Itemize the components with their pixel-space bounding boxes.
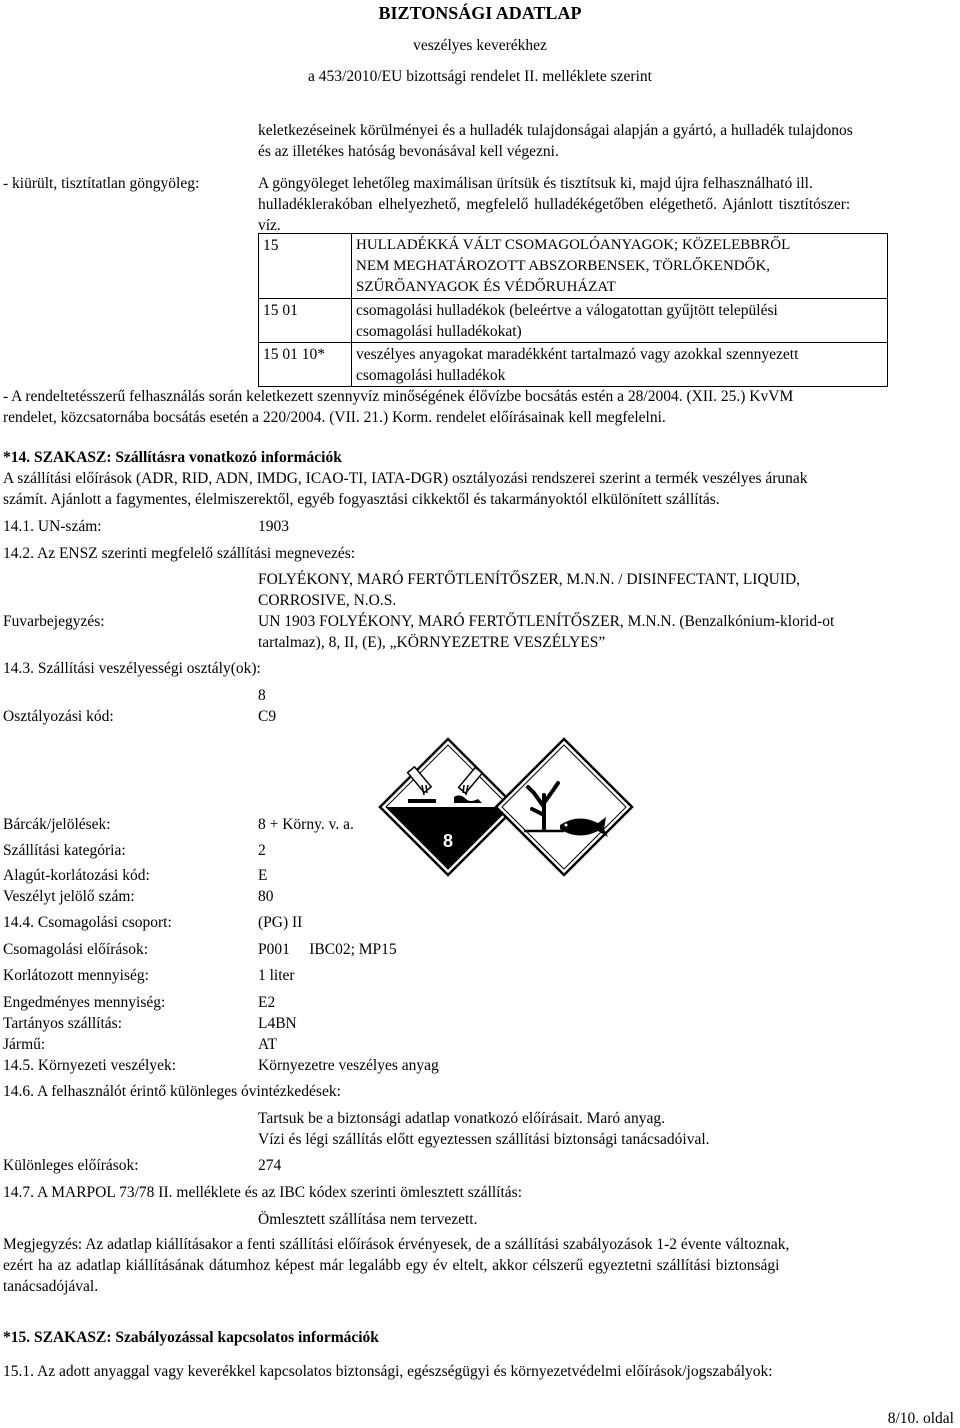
waste-code-row — [259, 343, 888, 387]
marpol-value: Ömlesztett szállítása nem tervezett. — [258, 1211, 478, 1228]
document-subtitle: veszélyes keverékhez — [413, 37, 547, 54]
desc-line: NEM MEGHATÁROZOTT ABSZORBENSEK, TÖRLŐKENDŐK, — [356, 258, 771, 274]
transport-category-value: 2 — [258, 842, 266, 859]
limited-quantity-value: 1 liter — [258, 967, 295, 984]
packaging-line2: hulladéklerakóban elhelyezhető, megfelelő hulladékégetőben elégethető. Ajánlott tisztítószer: — [258, 196, 851, 213]
s15-subsection-1: 15.1. Az adott anyaggal vagy keverékkel kapcsolatos biztonsági, egészségügyi és környezetvédelmi előírások/jogszabályok: — [3, 1363, 773, 1380]
excepted-quantity-label: Engedményes mennyiség: — [3, 994, 166, 1011]
wastewater-line2: rendelet, közcsatornába bocsátás esetén a 220/2004. (VII. 21.) Korm. rendelet előírásainak kell megfelelni. — [3, 409, 666, 426]
desc-line: csomagolási hulladékok (beleértve a válogatottan gyűjtött települési — [356, 302, 778, 319]
hazard-id-value: 80 — [258, 888, 274, 905]
environment-hazard-pictogram — [494, 737, 634, 877]
environmental-hazards-label: 14.5. Környezeti veszélyek: — [3, 1057, 177, 1074]
labels-label: Bárcák/jelölések: — [3, 816, 111, 833]
precautions-line1: Tartsuk be a biztonsági adatlap vonatkozó előírásait. Maró anyag. — [258, 1110, 665, 1127]
tank-transport-label: Tartányos szállítás: — [3, 1015, 123, 1032]
excepted-quantity-value: E2 — [258, 994, 276, 1011]
special-provisions-label: Különleges előírások: — [3, 1157, 139, 1174]
vehicle-label: Jármű: — [3, 1036, 46, 1053]
waste-code: 15 — [259, 234, 352, 299]
waste-code: 15 01 — [259, 299, 352, 343]
un-number-value: 1903 — [258, 518, 289, 535]
desc-line: veszélyes anyagokat maradékként tartalmazó vagy azokkal szennyezett — [356, 346, 799, 363]
packing-instructions-label: Csomagolási előírások: — [3, 941, 149, 958]
vehicle-value: AT — [258, 1036, 277, 1053]
desc-line: SZŰRŐANYAGOK ÉS VÉDŐRUHÁZAT — [356, 279, 616, 295]
waste-code-description — [352, 299, 888, 343]
classification-code-label: Osztályozási kód: — [3, 708, 114, 725]
waste-code-table — [258, 233, 888, 387]
packaging-line3: víz. — [258, 217, 281, 234]
section-14-heading: *14. SZAKASZ: Szállításra vonatkozó információk — [3, 449, 342, 466]
desc-line: csomagolási hulladékok — [356, 367, 506, 384]
shipping-name-label: 14.2. Az ENSZ szerinti megfelelő szállítási megnevezés: — [3, 545, 356, 562]
waste-cont-line1: keletkezéseinek körülményei és a hulladék tulajdonságai alapján a gyártó, a hulladék tulajdonos — [258, 122, 853, 139]
environmental-hazards-value: Környezetre veszélyes anyag — [258, 1057, 439, 1074]
wastewater-line1: - A rendeltetésszerű felhasználás során keletkezett szennyvíz minőségének élővízbe bocsátás estén a 28/2004. (XII. 25.) KvVM — [3, 388, 794, 405]
packing-group-label: 14.4. Csomagolási csoport: — [3, 914, 172, 931]
tunnel-code-label: Alagút-korlátozási kód: — [3, 867, 150, 884]
packaging-line1: A göngyöleget lehetőleg maximálisan ürítsük és tisztítsuk ki, majd újra felhasználható ill. — [258, 175, 813, 192]
waybill-line2: tartalmaz), 8, II, (E), „KÖRNYEZETRE VESZÉLYES” — [258, 634, 606, 651]
shipping-name-line1: FOLYÉKONY, MARÓ FERTŐTLENÍTŐSZER, M.N.N. / DISINFECTANT, LIQUID, — [258, 571, 801, 588]
document-title: BIZTONSÁGI ADATLAP — [378, 3, 582, 23]
s14-intro-line1: A szállítási előírások (ADR, RID, ADN, IMDG, ICAO-TI, IATA-DGR) osztályozási rendszerei szerint a termék veszélyes árunak — [3, 470, 808, 487]
hazard-id-label: Veszélyt jelölő szám: — [3, 888, 135, 905]
transport-category-label: Szállítási kategória: — [3, 842, 126, 859]
note-line3: tanácsadójával. — [3, 1278, 99, 1295]
note-line2: ezért ha az adatlap kiállításának dátumhoz képest már legalább egy év eltelt, akkor célszerű egyeztetni szállítási biztonsági — [3, 1257, 780, 1274]
document-regulation: a 453/2010/EU bizottsági rendelet II. melléklete szerint — [308, 68, 652, 85]
marpol-label: 14.7. A MARPOL 73/78 II. melléklete és az IBC kódex szerinti ömlesztett szállítás: — [3, 1184, 523, 1201]
waste-code-description — [352, 343, 888, 387]
waste-cont-line2: és az illetékes hatóság bevonásával kell végezni. — [258, 143, 559, 160]
packaging-label: - kiürült, tisztítatlan göngyöleg: — [3, 175, 200, 192]
tunnel-code-value: E — [258, 867, 268, 884]
page-number: 8/10. oldal — [887, 1410, 954, 1427]
tank-transport-value: L4BN — [258, 1015, 297, 1032]
special-provisions-value: 274 — [258, 1157, 282, 1174]
packing-group-value: (PG) II — [258, 914, 303, 931]
packing-instructions-value: P001 IBC02; MP15 — [258, 941, 397, 958]
classification-code-value: C9 — [258, 708, 277, 725]
hazard-class-value: 8 — [258, 687, 266, 704]
waste-code: 15 01 10* — [259, 343, 352, 387]
un-number-label: 14.1. UN-szám: — [3, 518, 102, 535]
waste-code-row — [259, 299, 888, 343]
note-line1: Megjegyzés: Az adatlap kiállításakor a fenti szállítási előírások érvényesek, de a szállítási szabályozások 1-2 évente változnak, — [3, 1236, 790, 1253]
s14-intro-line2: számít. Ajánlott a fagymentes, élelmiszerektől, egyéb fogyasztási cikkektől és takarmányoktól elkülönített szállítás. — [3, 491, 720, 508]
waste-code-description — [352, 234, 888, 299]
precautions-line2: Vízi és légi szállítás előtt egyeztessen szállítási biztonsági tanácsadóival. — [258, 1131, 710, 1148]
pictogram-class-number: 8 — [442, 831, 454, 851]
labels-value: 8 + Körny. v. a. — [258, 816, 354, 833]
shipping-name-line2: CORROSIVE, N.O.S. — [258, 592, 397, 609]
waybill-line1: UN 1903 FOLYÉKONY, MARÓ FERTŐTLENÍTŐSZER, M.N.N. (Benzalkónium-klorid-ot — [258, 613, 835, 630]
waybill-label: Fuvarbejegyzés: — [3, 613, 105, 630]
desc-line: csomagolási hulladékokat) — [356, 323, 522, 340]
limited-quantity-label: Korlátozott mennyiség: — [3, 967, 149, 984]
waste-code-row — [259, 234, 888, 299]
section-15-heading: *15. SZAKASZ: Szabályozással kapcsolatos információk — [3, 1329, 379, 1346]
precautions-label: 14.6. A felhasználót érintő különleges óvintézkedések: — [3, 1083, 341, 1100]
desc-line: HULLADÉKKÁ VÁLT CSOMAGOLÓANYAGOK; KÖZELEBBRŐL — [356, 237, 791, 253]
hazard-class-label: 14.3. Szállítási veszélyességi osztály(ok): — [3, 660, 261, 677]
